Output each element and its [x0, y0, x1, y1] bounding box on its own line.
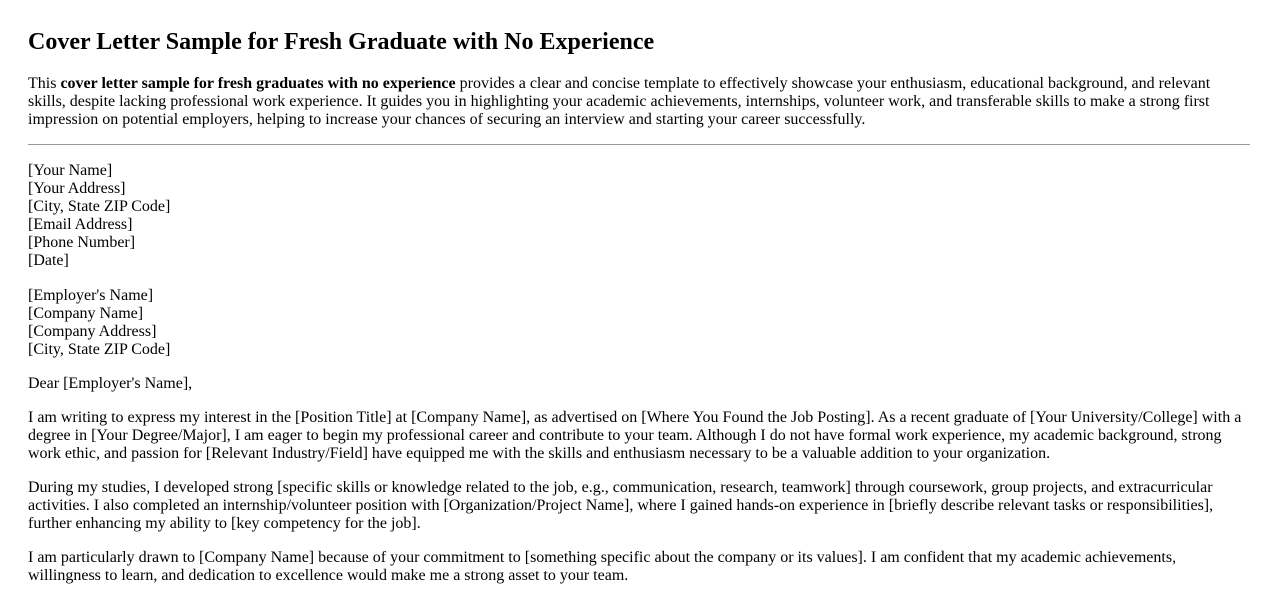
recipient-name-line: [Employer's Name]: [28, 287, 154, 304]
intro-bold-phrase: cover letter sample for fresh graduates with no experience: [60, 75, 456, 92]
recipient-city-line: [City, State ZIP Code]: [28, 341, 171, 358]
sender-name-line: [Your Name]: [28, 162, 113, 179]
section-divider: [28, 144, 1250, 145]
intro-rest: provides a clear and concise template to effectively showcase your enthusiasm, educational background, and relevant skills, despite lacking professional work experience. It guides you in highlighting your academic achievements, internships, volunteer work, and transferable skills to make a strong first impression on potential employers, helping to increase your chances of securing an interview and starting your career successfully.: [28, 75, 1211, 128]
letter-paragraph-1: I am writing to express my interest in the [Position Title] at [Company Name], as advertised on [Where You Found the Job Posting]. As a recent graduate of [Your University/College] with a degree in [Your Degree/Major], I am eager to begin my professional career and contribute to your team. Although I do not have formal work experience, my academic background, strong work ethic, and passion for [Relevant Industry/Field] have equipped me with the skills and enthusiasm necessary to be a valuable addition to your organization.: [28, 409, 1242, 462]
letter-paragraph-2: During my studies, I developed strong [specific skills or knowledge related to the job, e.g., communication, research, teamwork] through coursework, group projects, and extracurricular activities. I also completed an internship/volunteer position with [Organization/Project Name], where I gained hands-on experience in [briefly describe relevant tasks or responsibilities], further enhancing my ability to [key competency for the job].: [28, 479, 1214, 532]
sender-email-line: [Email Address]: [28, 216, 133, 233]
sender-address-block: [28, 162, 1250, 270]
sender-phone-line: [Phone Number]: [28, 234, 136, 251]
recipient-company-line: [Company Name]: [28, 305, 144, 322]
letter-paragraph-3: I am particularly drawn to [Company Name] because of your commitment to [something specific about the company or its values]. I am confident that my academic achievements, willingness to learn, and dedication to excellence would make me a strong asset to your team.: [28, 549, 1177, 584]
intro-prefix: This: [28, 75, 61, 92]
sender-date-line: [Date]: [28, 252, 69, 269]
page-title: Cover Letter Sample for Fresh Graduate with No Experience: [28, 29, 655, 55]
recipient-address-line: [Company Address]: [28, 323, 157, 340]
recipient-address-block: [28, 287, 1250, 359]
letter-greeting: Dear [Employer's Name],: [28, 375, 193, 392]
sender-city-line: [City, State ZIP Code]: [28, 198, 171, 215]
sender-address-line: [Your Address]: [28, 180, 126, 197]
intro-paragraph: [28, 75, 1228, 129]
